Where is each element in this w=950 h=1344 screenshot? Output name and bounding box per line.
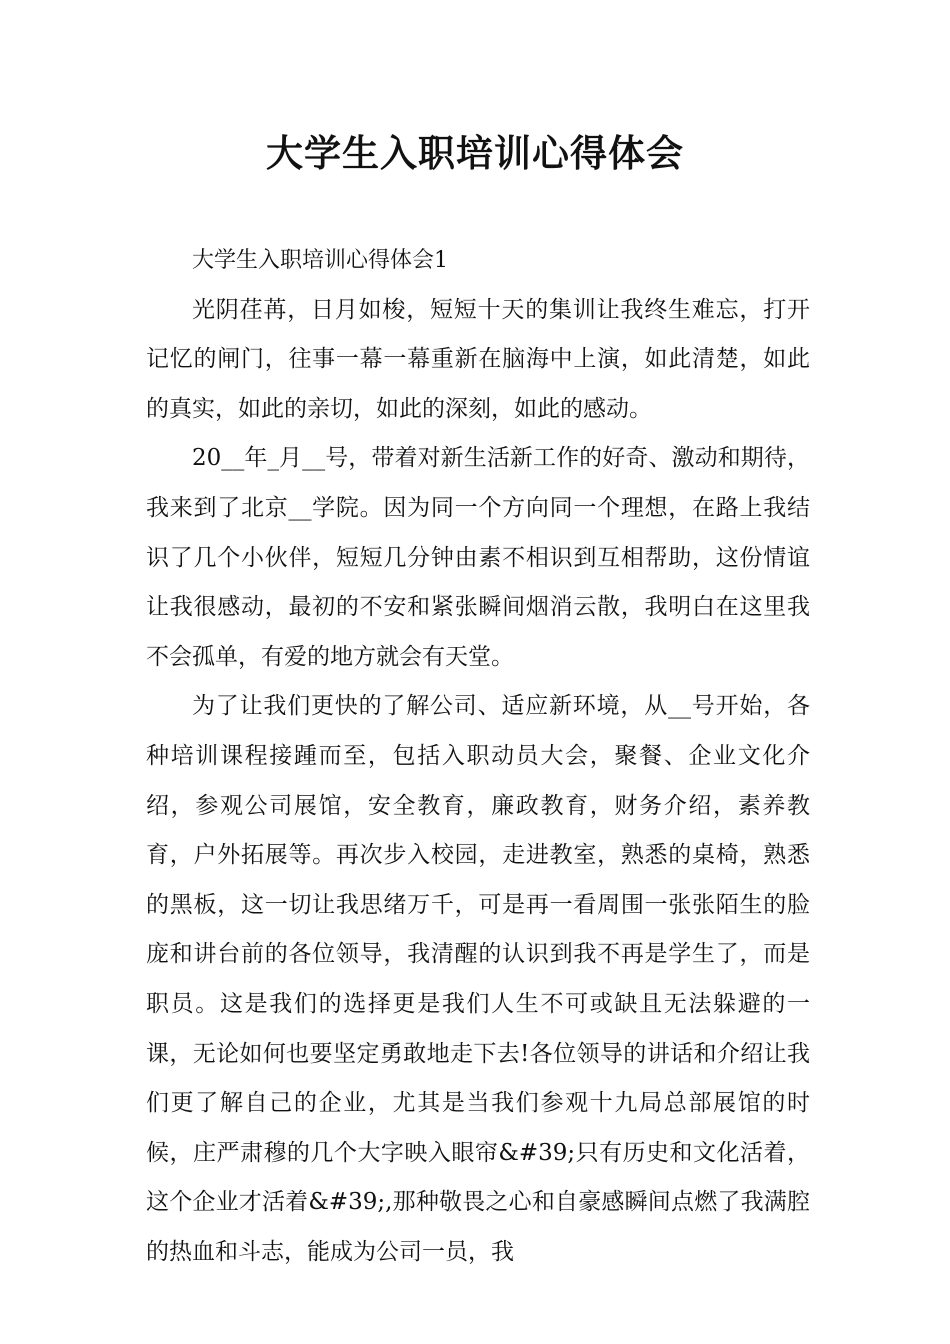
paragraph-intro: 光阴荏苒，日月如梭，短短十天的集训让我终生难忘，打开记忆的闸门，往事一幕一幕重新在脑海中上演，如此清楚，如此的真实，如此的亲切，如此的深刻，如此的感动。 — [146, 296, 810, 422]
document-body — [146, 236, 810, 1277]
document-title: 大学生入职培训心得体会 — [266, 131, 684, 175]
paragraph-training: 为了让我们更快的了解公司、适应新环境，从__号开始，各种培训课程接踵而至，包括入职动员大会，聚餐、企业文化介绍，参观公司展馆，安全教育，廉政教育，财务介绍，素养教育，户外拓展等。再次步入校园，走进教室，熟悉的桌椅，熟悉的黑板，这一切让我思绪万千，可是再一看周围一张张陌生的脸庞和讲台前的各位领导，我清醒的认识到我不再是学生了，而是职员。这是我们的选择更是我们人生不可或缺且无法躲避的一课，无论如何也要坚定勇敢地走下去!各位领导的讲话和介绍让我们更了解自己的企业，尤其是当我们参观十九局总部展馆的时候，庄严肃穆的几个大字映入眼帘&#39;只有历史和文化活着，这个企业才活着&#39;,那种敬畏之心和自豪感瞬间点燃了我满腔的热血和斗志，能成为公司一员，我 — [146, 693, 810, 1265]
section-heading: 大学生入职培训心得体会1 — [192, 248, 448, 273]
paragraph-arrival: 20__年_月__号，带着对新生活新工作的好奇、激动和期待，我来到了北京__学院。因为同一个方向同一个理想，在路上我结识了几个小伙伴，短短几分钟由素不相识到互相帮助，这份情谊让我很感动，最初的不安和紧张瞬间烟消云散，我明白在这里我不会孤单，有爱的地方就会有天堂。 — [146, 445, 810, 670]
